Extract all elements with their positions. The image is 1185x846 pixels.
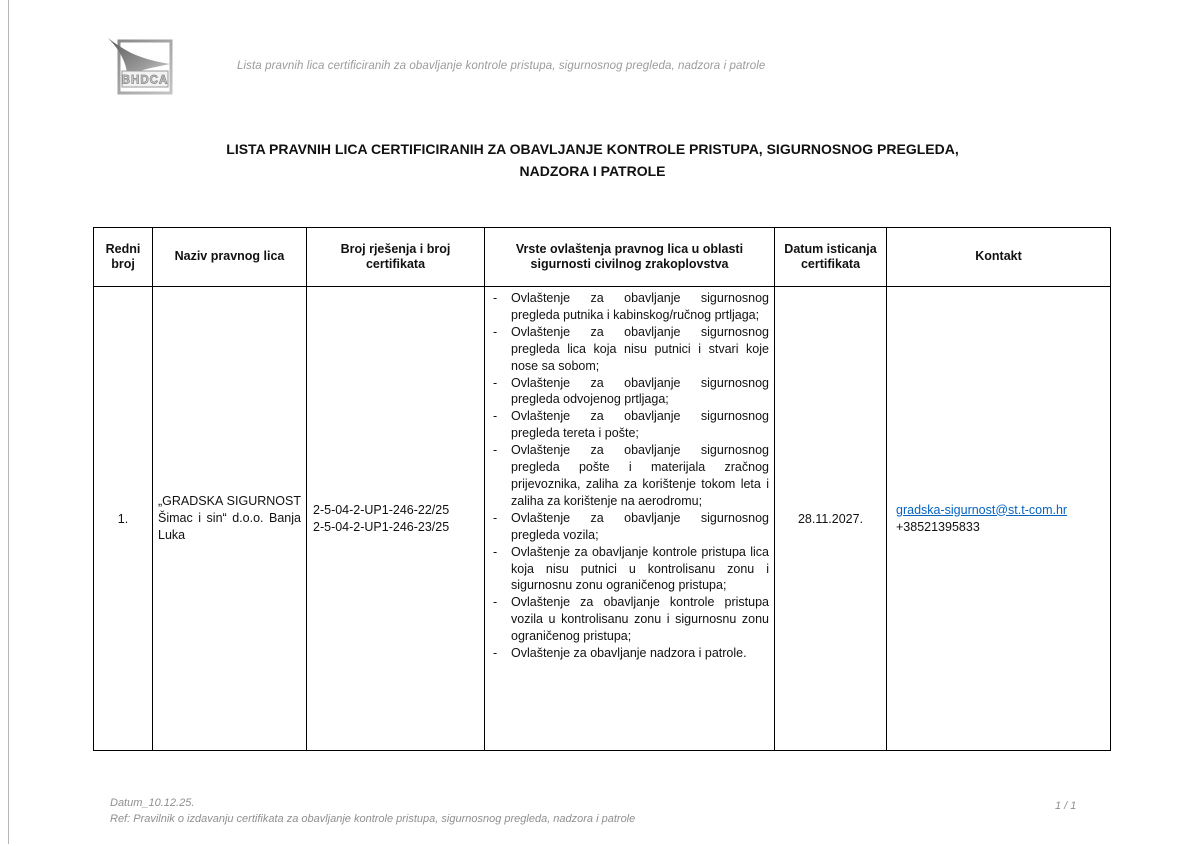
footer-date-line: Datum_10.12.25.	[110, 797, 195, 809]
authorization-item	[485, 442, 774, 510]
dash-marker: -	[493, 544, 498, 559]
contact-phone: +38521395833	[896, 519, 980, 534]
document-header-caption: Lista pravnih lica certificiranih za obavljanje kontrole pristupa, sigurnosnog pregleda, nadzora i patrole	[237, 60, 766, 72]
cell-naziv-pravnog-lica: „GRADSKA SIGURNOST Šimac i sin“ d.o.o. Banja Luka	[153, 287, 307, 751]
table-row	[94, 287, 1111, 751]
certified-entities-table	[93, 227, 1111, 751]
dash-marker: -	[493, 646, 498, 661]
authorization-text: Ovlaštenje za obavljanje sigurnosnog pregleda lica koja nisu putnici i stvari koje nose sa sobom;	[511, 324, 769, 373]
authorization-text: Ovlaštenje za obavljanje sigurnosnog pregleda vozila;	[511, 510, 769, 542]
authorization-text: Ovlaštenje za obavljanje sigurnosnog pregleda putnika i kabinskog/ručnog prtljaga;	[511, 291, 769, 322]
contact-email-link[interactable]: gradska-sigurnost@st.t-com.hr	[896, 502, 1068, 517]
cell-vrste-ovlastenja	[485, 287, 775, 751]
cell-kontakt	[887, 287, 1111, 751]
page-title-line2: NADZORA I PATROLE	[519, 163, 666, 179]
logo-text: BHDCA	[121, 74, 169, 87]
dash-marker: -	[493, 291, 498, 305]
cell-redni-broj: 1.	[94, 287, 153, 751]
authorization-item	[485, 290, 774, 324]
header-vrste-ovlastenja: Vrste ovlaštenja pravnog lica u oblasti sigurnosti civilnog zrakoplovstva	[485, 228, 775, 287]
cell-broj-rjesenja	[307, 287, 485, 751]
authorization-item	[485, 510, 774, 544]
authorization-text: Ovlaštenje za obavljanje sigurnosnog pregleda pošte i materijala zračnog prijevoznika, zaliha za korištenje tokom leta i zaliha za korištenje na aerodromu;	[511, 443, 769, 508]
authorization-item	[485, 324, 774, 375]
header-datum-isticanja: Datum isticanja certifikata	[775, 228, 887, 287]
bhdca-logo	[106, 36, 176, 100]
dash-marker: -	[493, 510, 498, 525]
certificate-number: 2-5-04-2-UP1-246-23/25	[313, 519, 450, 534]
dash-marker: -	[493, 409, 498, 424]
dash-marker: -	[493, 595, 498, 610]
authorization-text: Ovlaštenje za obavljanje kontrole pristupa vozila u kontrolisanu zonu i sigurnosnu zonu ograničenog pristupa;	[511, 595, 769, 644]
dash-marker: -	[493, 443, 498, 458]
authorization-item	[485, 645, 774, 662]
certificate-number: 2-5-04-2-UP1-246-22/25	[313, 502, 450, 517]
footer-ref-line: Ref: Pravilnik o izdavanju certifikata za obavljanje kontrole pristupa, sigurnosnog pregleda, nadzora i patrole	[110, 812, 636, 825]
page-title	[40, 138, 1145, 182]
authorization-text: Ovlaštenje za obavljanje sigurnosnog pregleda tereta i pošte;	[511, 409, 769, 441]
dash-marker: -	[493, 375, 498, 390]
authorization-text: Ovlaštenje za obavljanje nadzora i patrole.	[511, 646, 747, 661]
authorization-item	[485, 408, 774, 442]
page-edge-divider	[8, 0, 9, 844]
authorization-item	[485, 544, 774, 595]
authorization-text: Ovlaštenje za obavljanje kontrole pristupa lica koja nisu putnici u kontrolisanu zonu i sigurnosnu zonu ograničenog pristupa;	[511, 544, 769, 593]
header-naziv-pravnog-lica: Naziv pravnog lica	[153, 228, 307, 287]
authorization-item	[485, 375, 774, 409]
table-header-row	[94, 228, 1111, 287]
page-title-line1: LISTA PRAVNIH LICA CERTIFICIRANIH ZA OBAVLJANJE KONTROLE PRISTUPA, SIGURNOSNOG PREGLEDA,	[226, 141, 959, 157]
page-footer	[110, 796, 635, 827]
cell-datum-isticanja: 28.11.2027.	[775, 287, 887, 751]
header-redni-broj: Redni broj	[94, 228, 153, 287]
dash-marker: -	[493, 324, 498, 339]
header-kontakt: Kontakt	[887, 228, 1111, 287]
authorization-item	[485, 594, 774, 645]
header-broj-rjesenja: Broj rješenja i broj certifikata	[307, 228, 485, 287]
authorization-text: Ovlaštenje za obavljanje sigurnosnog pregleda odvojenog prtljaga;	[511, 375, 769, 407]
page-number: 1 / 1	[1055, 800, 1077, 812]
